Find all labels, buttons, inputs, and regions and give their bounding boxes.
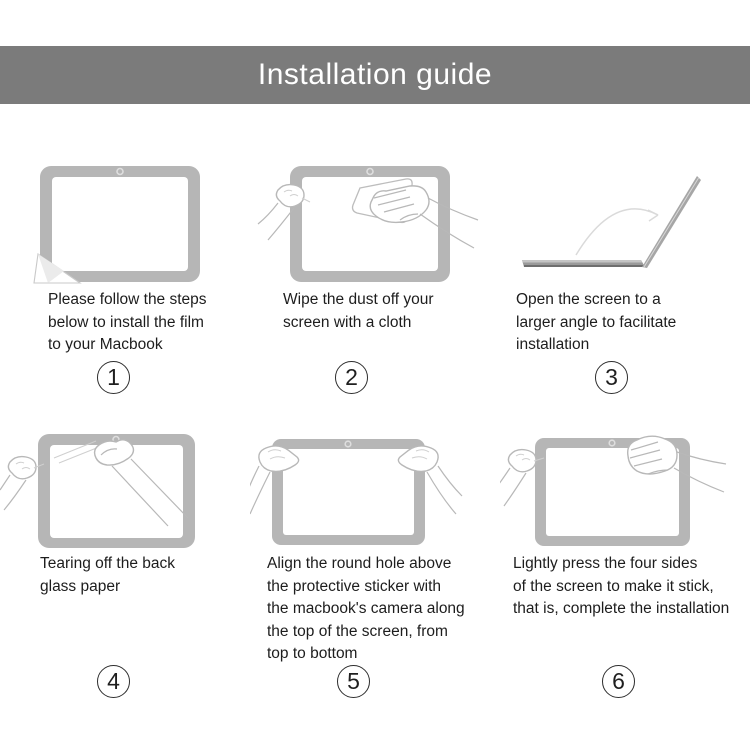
step-caption [40, 553, 175, 598]
step-caption [48, 289, 207, 357]
step-number: 2 [345, 364, 358, 390]
caption-line: of the screen to make it stick, [513, 577, 714, 595]
page-title: Installation guide [257, 58, 493, 91]
caption-line: the protective sticker with [267, 577, 442, 595]
step-number-badge [97, 361, 130, 394]
step-number: 5 [347, 668, 360, 694]
macbook-screen-film-peel-icon [0, 158, 250, 288]
step-number-badge [595, 361, 628, 394]
caption-line: Wipe the dust off your [283, 291, 434, 308]
step-panel-1 [0, 155, 250, 410]
step-number-badge [335, 361, 368, 394]
holding-fist-icon [8, 457, 36, 479]
step-panel-4 [0, 425, 250, 725]
press-four-sides-icon [500, 428, 750, 558]
arm-lines [500, 468, 526, 506]
step-number-badge [602, 665, 635, 698]
caption-line: Open the screen to a [516, 291, 661, 308]
caption-line: Align the round hole above [267, 555, 452, 572]
step-caption [513, 553, 729, 621]
step-number: 6 [612, 668, 625, 694]
caption-line: installation [516, 336, 590, 353]
caption-line: glass paper [40, 577, 121, 595]
arm-lines [0, 475, 26, 510]
step-caption [516, 289, 676, 357]
caption-line: top to bottom [267, 645, 358, 662]
caption-line: below to install the film [48, 313, 204, 331]
caption-line: the macbook's camera along [267, 600, 465, 617]
caption-line: larger angle to facilitate [516, 313, 677, 331]
pressing-hand-icon [628, 436, 677, 474]
align-camera-hole-two-hands-icon [250, 428, 500, 558]
arm-lines [258, 203, 294, 240]
holding-fist-icon [508, 450, 536, 472]
step-panel-6 [500, 425, 750, 725]
tear-off-back-glass-paper-icon [0, 428, 250, 558]
arm-lines [427, 466, 462, 514]
step-caption [283, 289, 434, 334]
wipe-screen-with-cloth-icon [250, 158, 500, 288]
step-caption [267, 553, 465, 666]
header-banner [0, 46, 750, 104]
caption-line: that is, complete the installation [513, 600, 730, 617]
step-number: 4 [107, 668, 120, 694]
step-number-badge [337, 665, 370, 698]
caption-line: Lightly press the four sides [513, 555, 698, 572]
open-arrow-icon [576, 209, 658, 255]
step-panel-2 [250, 155, 500, 410]
step-number-badge [97, 665, 130, 698]
caption-line: screen with a cloth [283, 313, 412, 331]
step-number: 1 [107, 364, 120, 390]
step-number: 3 [605, 364, 618, 390]
caption-line: Tearing off the back [40, 555, 175, 572]
caption-line: to your Macbook [48, 336, 163, 353]
step-panel-3 [500, 155, 750, 410]
open-laptop-wide-angle-icon [500, 158, 750, 288]
arm-lines [250, 466, 270, 514]
caption-line: the top of the screen, from [267, 622, 448, 640]
caption-line: Please follow the steps [48, 291, 207, 308]
step-panel-5 [250, 425, 500, 725]
